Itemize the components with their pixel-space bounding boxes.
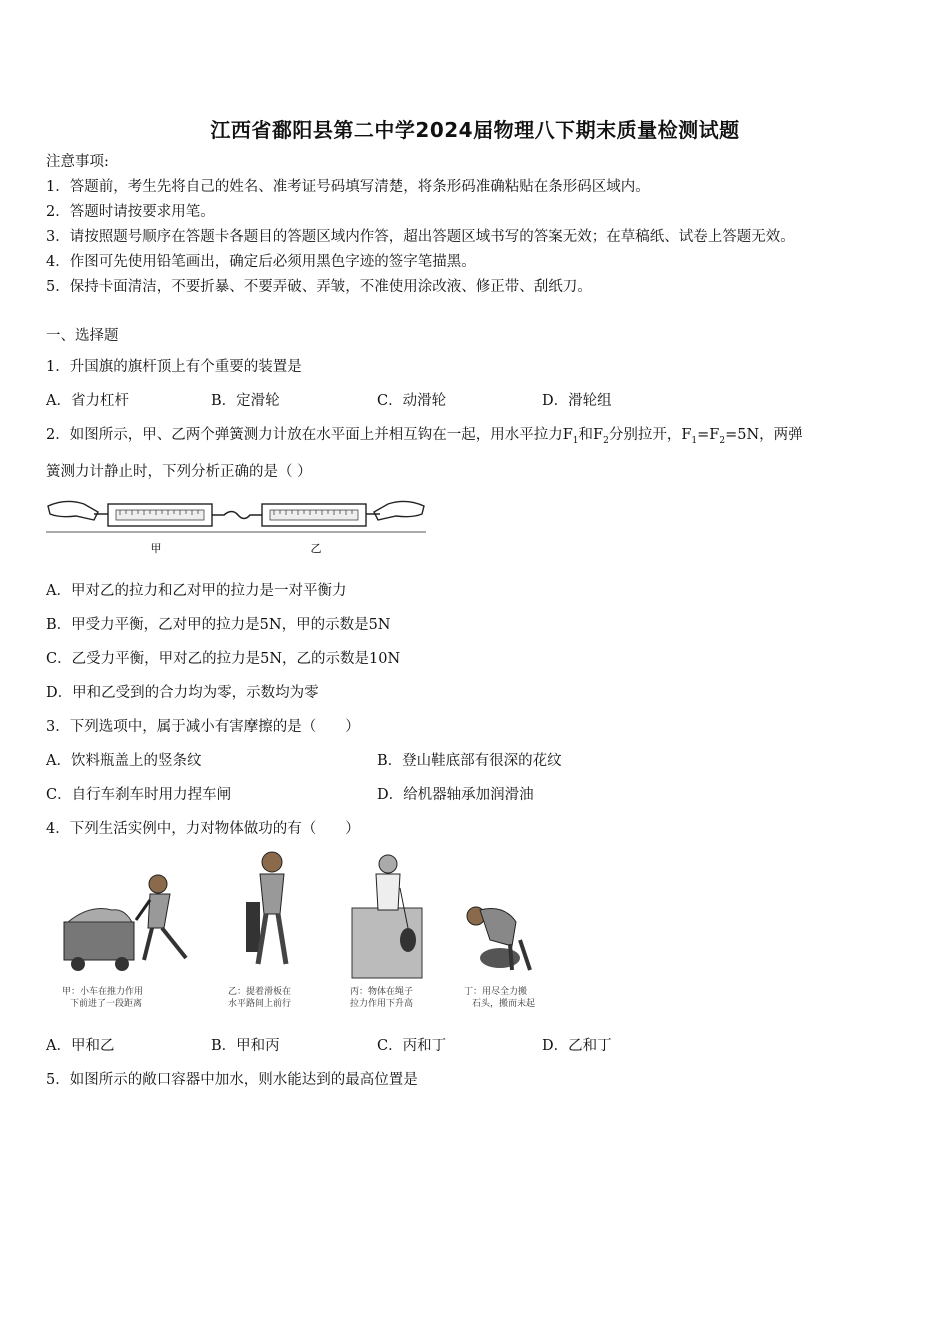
q2-f1-subscript: 1 xyxy=(572,435,579,446)
page-title: 江西省鄱阳县第二中学2024届物理八下期末质量检测试题 xyxy=(210,118,740,142)
q2-f2-subscript: 2 xyxy=(719,435,726,446)
q3-option-d: D．给机器轴承加润滑油 xyxy=(377,787,534,803)
q3-option-c: C．自行车刹车时用力捏车闸 xyxy=(46,787,232,803)
question-4-stem: 4．下列生活实例中，力对物体做功的有（ ） xyxy=(46,821,360,837)
caption-ding-line2: 石头，搬而未起 xyxy=(472,999,536,1009)
label-yi: 乙 xyxy=(310,542,322,555)
q4-option-d: D．乙和丁 xyxy=(542,1038,612,1054)
question-2-stem xyxy=(46,425,803,451)
q4-option-c: C．丙和丁 xyxy=(377,1038,447,1054)
caption-yi-line2: 水平路间上前行 xyxy=(228,999,292,1009)
section-heading: 一、选择题 xyxy=(46,328,119,344)
q2-stem-part: 2．如图所示，甲、乙两个弹簧测力计放在水平面上并相互钩在一起，用水平拉力 xyxy=(46,427,563,443)
work-examples-figure xyxy=(60,848,550,1016)
q2-f2-subscript: 2 xyxy=(603,435,609,446)
q3-option-a: A．饮料瓶盖上的竖条纹 xyxy=(46,753,202,769)
scene-bing-lifting-drawing xyxy=(352,855,422,978)
q1-option-d: D．滑轮组 xyxy=(542,393,612,409)
q2-f2-symbol: F xyxy=(593,427,604,443)
q2-option-c: C．乙受力平衡，甲对乙的拉力是5N，乙的示数是10N xyxy=(46,651,401,667)
caption-bing-line1: 丙：物体在绳子 xyxy=(350,987,414,997)
notice-item: 2．答题时请按要求用笔。 xyxy=(46,204,215,220)
q3-option-b: B．登山鞋底部有很深的花纹 xyxy=(377,753,562,769)
notice-item: 3．请按照题号顺序在答题卡各题目的答题区域内作答，超出答题区域书写的答案无效；在草稿纸、试卷上答题无效。 xyxy=(46,229,795,245)
q2-f1-symbol: F xyxy=(562,427,573,443)
q2-f1-subscript: 1 xyxy=(691,435,698,446)
scene-ding-stone-drawing xyxy=(467,907,530,970)
q2-and: 和 xyxy=(578,427,594,443)
q2-equals: =F xyxy=(697,427,720,443)
q2-option-a: A．甲对乙的拉力和乙对甲的拉力是一对平衡力 xyxy=(46,583,347,599)
hooks-link xyxy=(212,512,262,519)
label-jia: 甲 xyxy=(150,542,162,555)
q1-option-c: C．动滑轮 xyxy=(377,393,447,409)
spring-scales-figure xyxy=(46,492,426,560)
caption-ding-line1: 丁：用尽全力搬 xyxy=(464,987,528,997)
question-2-stem-line2: 簧测力计静止时，下列分析正确的是（ ） xyxy=(46,464,312,480)
question-1-stem: 1．升国旗的旗杆顶上有个重要的装置是 xyxy=(46,359,302,375)
notice-item: 4．作图可先使用铅笔画出，确定后必须用黑色字迹的签字笔描黑。 xyxy=(46,254,476,270)
q4-option-b: B．甲和丙 xyxy=(211,1038,280,1054)
q4-option-a: A．甲和乙 xyxy=(46,1038,115,1054)
caption-bing-line2: 拉力作用下升高 xyxy=(350,999,414,1009)
question-5-stem: 5．如图所示的敞口容器中加水，则水能达到的最高位置是 xyxy=(46,1072,418,1088)
q2-stem-part: =5N，两弹 xyxy=(725,427,803,443)
q2-option-b: B．甲受力平衡，乙对甲的拉力是5N，甲的示数是5N xyxy=(46,617,391,633)
scene-yi-walking-drawing xyxy=(246,852,286,964)
notice-item: 1．答题前，考生先将自己的姓名、准考证号码填写清楚，将条形码准确粘贴在条形码区域内。 xyxy=(46,179,650,195)
q1-option-a: A．省力杠杆 xyxy=(46,393,129,409)
left-hand-drawing xyxy=(48,501,98,520)
q1-option-b: B．定滑轮 xyxy=(211,393,280,409)
caption-yi-line1: 乙：提着滑板在 xyxy=(228,987,292,997)
q2-stem-part: 分别拉开，F xyxy=(608,427,692,443)
right-hand-drawing xyxy=(374,501,424,520)
question-3-stem: 3．下列选项中，属于减小有害摩擦的是（ ） xyxy=(46,719,360,735)
q2-option-d: D．甲和乙受到的合力均为零，示数均为零 xyxy=(46,685,319,701)
notice-item: 5．保持卡面清洁，不要折暴、不要弄破、弄皱，不准使用涂改液、修正带、刮纸刀。 xyxy=(46,279,592,295)
caption-jia-line2: 下前进了一段距离 xyxy=(70,999,143,1009)
caption-jia-line1: 甲：小车在推力作用 xyxy=(62,987,144,997)
notice-heading: 注意事项: xyxy=(46,154,109,170)
scene-jia-cart-drawing xyxy=(64,875,186,971)
